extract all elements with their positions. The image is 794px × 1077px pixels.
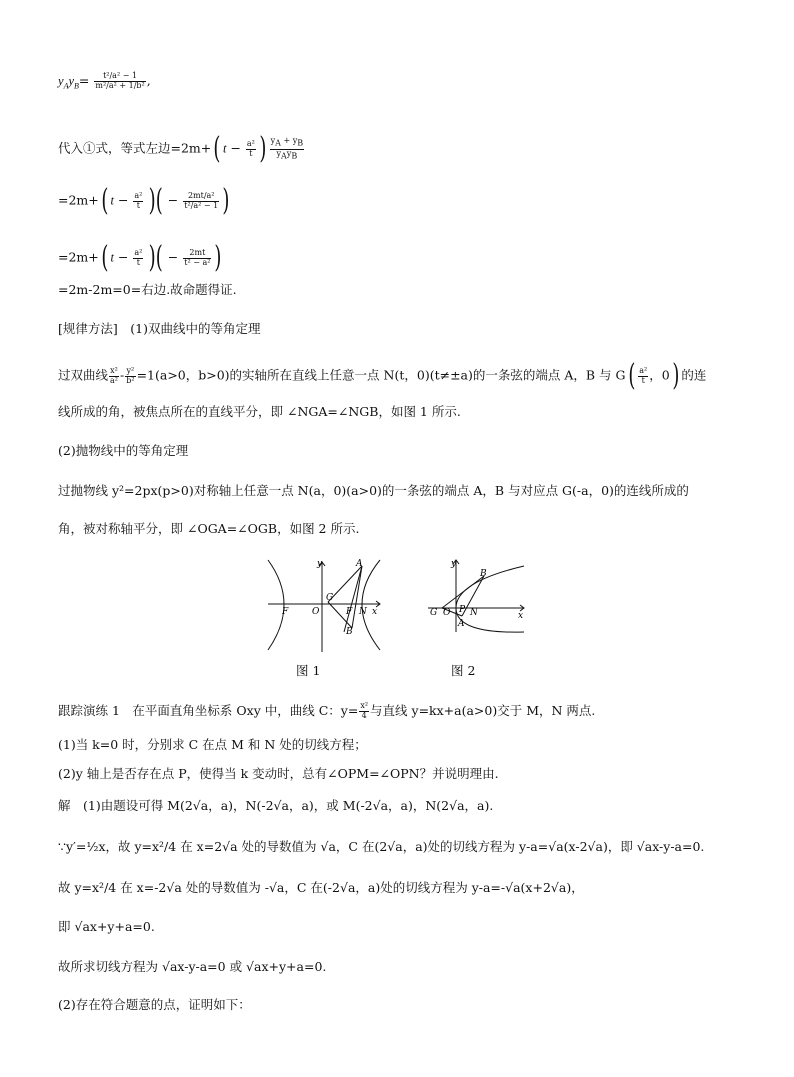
line-step-2: =2m+( t − $\frac{\text{a²}}{t}$ )( − $\frac{2mt}{\text{t² − a²}}$ ): [58, 240, 222, 275]
fig2-y-label: y: [451, 559, 457, 569]
fig1-f2-label: F: [346, 607, 353, 617]
line-substitute: 代入①式，等式左边=2m+( t − $\frac{\text{a²}}{t}$ ) $\frac{y_A + y_B}{y_Ay_B}$: [58, 131, 304, 166]
exercise-part-2: (2)y 轴上是否存在点 P，使得当 k 变动时，总有∠OPM=∠OPN？并说明理由.: [58, 766, 499, 781]
fig2-b-label: B: [480, 569, 487, 579]
hyperbola-theorem: 过双曲线 $\frac{\text{x²}}{\text{a²}}$ - $\frac{\text{y²}}{\text{b²}}$ =1(a>0，b>0)的实轴所在直线上任意一点 N(t，0)(t≠±a)的一条弦的端点 A，B 与 G( $\frac{\text{a²}}{t}$ ，0) 的连: [58, 358, 707, 393]
section-heading-2: (2)抛物线中的等角定理: [58, 443, 189, 458]
solution-line-1: 解 (1)由题设可得 M(2√a，a)，N(-2√a，a)，或 M(-2√a，a)，N(2√a，a).: [58, 798, 494, 813]
figure-2-parabola: [416, 556, 528, 636]
fig2-g-label: G: [430, 608, 438, 618]
solution-line-2: ∵y′=½x，故 y=x²/4 在 x=2√a 处的导数值为 √a，C 在(2√a，a)处的切线方程为 y-a=√a(x-2√a)，即 √ax-y-a=0.: [58, 839, 705, 854]
formula-yayb: $y_Ay_B=$ $\frac{\text{t²/a² − 1}}{\text{m²/a² + 1/b²}}$ ,: [58, 71, 151, 91]
figure-2-caption: 图 2: [451, 663, 476, 678]
fig1-x-label: x: [372, 607, 378, 617]
fig1-n-label: N: [359, 607, 367, 617]
line-conclusion: =2m-2m=0=右边.故命题得证.: [58, 282, 237, 297]
fig1-y-label: y: [317, 559, 323, 569]
figure-1-caption: 图 1: [296, 663, 321, 678]
fig2-x-label: x: [518, 611, 524, 621]
exercise-part-1: (1)当 k=0 时，分别求 C 在点 M 和 N 处的切线方程；: [58, 737, 367, 752]
hyperbola-theorem-cont: 线所成的角，被焦点所在的直线平分，即 ∠NGA=∠NGB，如图 1 所示.: [58, 404, 461, 419]
solution-line-5: 故所求切线方程为 √ax-y-a=0 或 √ax+y+a=0.: [58, 959, 327, 974]
fig1-b-label: B: [346, 627, 353, 637]
fig1-g-label: G: [326, 593, 334, 603]
parabola-theorem: 过抛物线 y²=2px(p>0)对称轴上任意一点 N(a，0)(a>0)的一条弦的端点 A，B 与对应点 G(-a，0)的连线所成的: [58, 483, 689, 498]
figure-1-hyperbola: [262, 556, 386, 656]
fig1-f1-label: F: [282, 607, 289, 617]
solution-line-4: 即 √ax+y+a=0.: [58, 919, 155, 934]
fig2-p-label: P: [459, 605, 466, 615]
solution-line-6: (2)存在符合题意的点，证明如下：: [58, 997, 251, 1012]
fig2-origin-label: O: [443, 608, 451, 618]
parabola-theorem-cont: 角，被对称轴平分，即 ∠OGA=∠OGB，如图 2 所示.: [58, 521, 360, 536]
fig1-origin-label: O: [312, 607, 320, 617]
fig2-a-label: A: [458, 619, 465, 629]
exercise-statement: 跟踪演练 1 在平面直角坐标系 Oxy 中，曲线 C：y= $\frac{\text{x²}}{4}$ 与直线 y=kx+a(a>0)交于 M，N 两点.: [58, 701, 596, 720]
section-heading-1: [规律方法] (1)双曲线中的等角定理: [58, 321, 261, 336]
line-step-1: =2m+( t − $\frac{\text{a²}}{t}$ )( − $\frac{\text{2mt/a²}}{\text{t²/a² − 1}}$ ): [58, 183, 230, 218]
solution-line-3: 故 y=x²/4 在 x=-2√a 处的导数值为 -√a，C 在(-2√a，a)处的切线方程为 y-a=-√a(x+2√a)，: [58, 880, 584, 895]
fig2-n-label: N: [470, 608, 478, 618]
fig1-a-label: A: [356, 559, 363, 569]
